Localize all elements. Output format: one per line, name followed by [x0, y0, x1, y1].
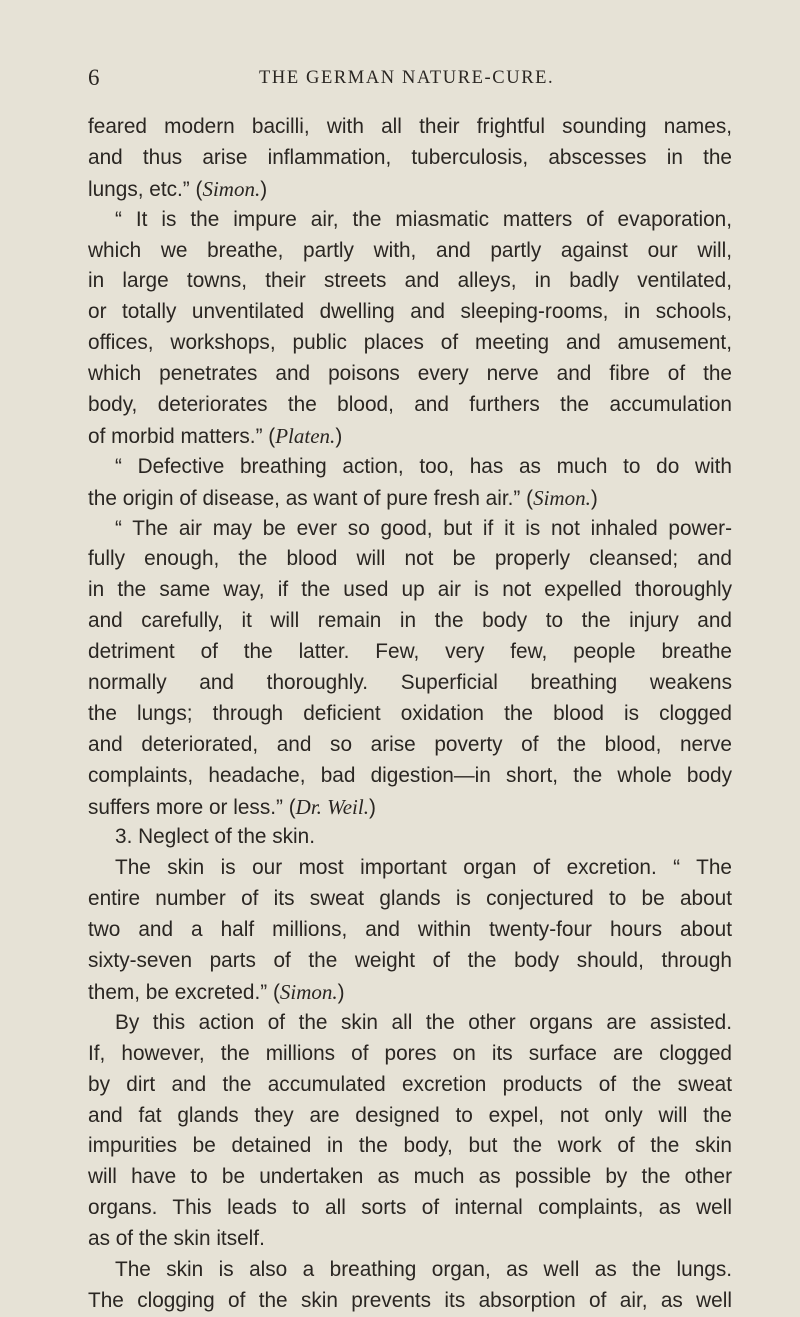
text-line	[88, 853, 732, 884]
text-line	[88, 1255, 732, 1286]
text-line-content: normally and thoroughly. Superficial breathing weakens	[88, 671, 732, 695]
text-line-content: them, be excreted.”	[88, 980, 268, 1004]
text-line	[88, 544, 732, 575]
text-line	[88, 359, 732, 390]
text-line	[88, 884, 732, 915]
text-line	[88, 668, 732, 699]
text-line	[88, 452, 732, 483]
text-line-content: in large towns, their streets and alleys, in badly ventilated,	[88, 269, 732, 293]
citation: Simon.	[533, 485, 591, 510]
text-line: suffers more or less.” (Dr. Weil.)	[88, 794, 376, 819]
page-number: 6	[88, 65, 100, 90]
text-line-content: “ Defective breathing action, too, has as much to do with	[115, 454, 732, 478]
text-line	[88, 1008, 732, 1039]
text-line-content: feared modern bacilli, with all their frightful sounding names,	[88, 115, 732, 138]
text-line	[88, 1162, 732, 1193]
text-line	[88, 514, 732, 545]
text-line-content: and fat glands they are designed to expel, not only will the	[88, 1103, 732, 1127]
text-line-content: of morbid matters.”	[88, 424, 263, 448]
text-line-content: The skin is our most important organ of excretion. “ The	[115, 856, 732, 880]
text-line-content: fully enough, the blood will not be properly cleansed; and	[88, 547, 732, 571]
text-line	[88, 112, 732, 143]
text-line	[88, 1193, 732, 1224]
text-line	[88, 1070, 732, 1101]
text-line-content: as of the skin itself.	[88, 1227, 265, 1251]
text-line	[88, 946, 732, 977]
text-line: lungs, etc.” (Simon.)	[88, 176, 268, 201]
text-line-content: the origin of disease, as want of pure fresh air.”	[88, 486, 521, 510]
text-line	[88, 606, 732, 637]
text-line	[88, 699, 732, 730]
running-head: THE GERMAN NATURE-CURE.	[259, 68, 555, 88]
text-line-content: organs. This leads to all sorts of internal complaints, as well	[88, 1196, 732, 1220]
text-line	[88, 205, 732, 236]
text-line-content: By this action of the skin all the other organs are assisted.	[115, 1010, 732, 1034]
text-line: them, be excreted.” (Simon.)	[88, 979, 345, 1004]
text-line	[88, 915, 732, 946]
text-line-content: will have to be undertaken as much as possible by the other	[88, 1165, 732, 1189]
text-line-content: body, deteriorates the blood, and furthers the accumulation	[88, 393, 732, 417]
text-line-content: lungs, etc.”	[88, 177, 190, 201]
text-line	[88, 1131, 732, 1162]
text-line-content: or totally unventilated dwelling and sleeping-rooms, in schools,	[88, 300, 732, 324]
text-line-content: and deteriorated, and so arise poverty of the blood, nerve	[88, 732, 732, 756]
text-line	[88, 575, 732, 606]
text-line	[88, 266, 732, 297]
citation: Dr. Weil.	[295, 794, 369, 819]
body-text	[88, 112, 732, 1317]
text-line: the origin of disease, as want of pure fresh air.” (Simon.)	[88, 485, 598, 510]
text-line	[88, 297, 732, 328]
citation: Platen.	[275, 423, 336, 448]
text-line-content: which we breathe, partly with, and partly against our will,	[88, 238, 732, 262]
text-line: of morbid matters.” (Platen.)	[88, 423, 343, 448]
text-line-content: which penetrates and poisons every nerve and fibre of the	[88, 362, 732, 386]
text-line	[88, 1286, 732, 1317]
text-line	[88, 1101, 732, 1132]
text-line-content: “ It is the impure air, the miasmatic matters of evaporation,	[115, 207, 732, 231]
text-line-content: 3. Neglect of the skin.	[115, 825, 315, 849]
text-line	[88, 1224, 732, 1255]
text-line-content: in the same way, if the used up air is not expelled thoroughly	[88, 578, 732, 602]
text-line-content: two and a half millions, and within twenty-four hours about	[88, 918, 732, 942]
text-line	[88, 236, 732, 267]
text-line-content: sixty-seven parts of the weight of the body should, through	[88, 949, 732, 973]
text-line	[88, 1039, 732, 1070]
text-line-content: suffers more or less.”	[88, 795, 283, 819]
text-line-content: detriment of the latter. Few, very few, people breathe	[88, 640, 732, 664]
text-line-content: The skin is also a breathing organ, as well as the lungs.	[115, 1257, 732, 1281]
text-line-content: offices, workshops, public places of meeting and amusement,	[88, 331, 732, 355]
text-line-content: and thus arise inflammation, tuberculosis, abscesses in the	[88, 145, 732, 169]
text-line	[88, 822, 732, 853]
citation: Simon.	[279, 979, 338, 1004]
text-line-content: impurities be detained in the body, but the work of the skin	[88, 1134, 732, 1158]
text-line	[88, 390, 732, 421]
text-line	[88, 730, 732, 761]
citation: Simon.	[202, 176, 261, 201]
text-line-content: by dirt and the accumulated excretion products of the sweat	[88, 1072, 732, 1096]
text-line	[88, 328, 732, 359]
text-line-content: The clogging of the skin prevents its absorption of air, as well	[88, 1288, 732, 1312]
text-line-content: If, however, the millions of pores on its surface are clogged	[88, 1041, 732, 1065]
text-line-content: and carefully, it will remain in the body to the injury and	[88, 609, 732, 633]
text-line	[88, 143, 732, 174]
text-line	[88, 761, 732, 792]
text-line-content: entire number of its sweat glands is conjectured to be about	[88, 887, 732, 911]
text-line-content: the lungs; through deficient oxidation the blood is clogged	[88, 701, 732, 725]
text-line	[88, 637, 732, 668]
text-line-content: complaints, headache, bad digestion—in short, the whole body	[88, 763, 732, 787]
page-header	[0, 63, 800, 93]
text-line-content: “ The air may be ever so good, but if it is not inhaled power-	[115, 516, 732, 540]
